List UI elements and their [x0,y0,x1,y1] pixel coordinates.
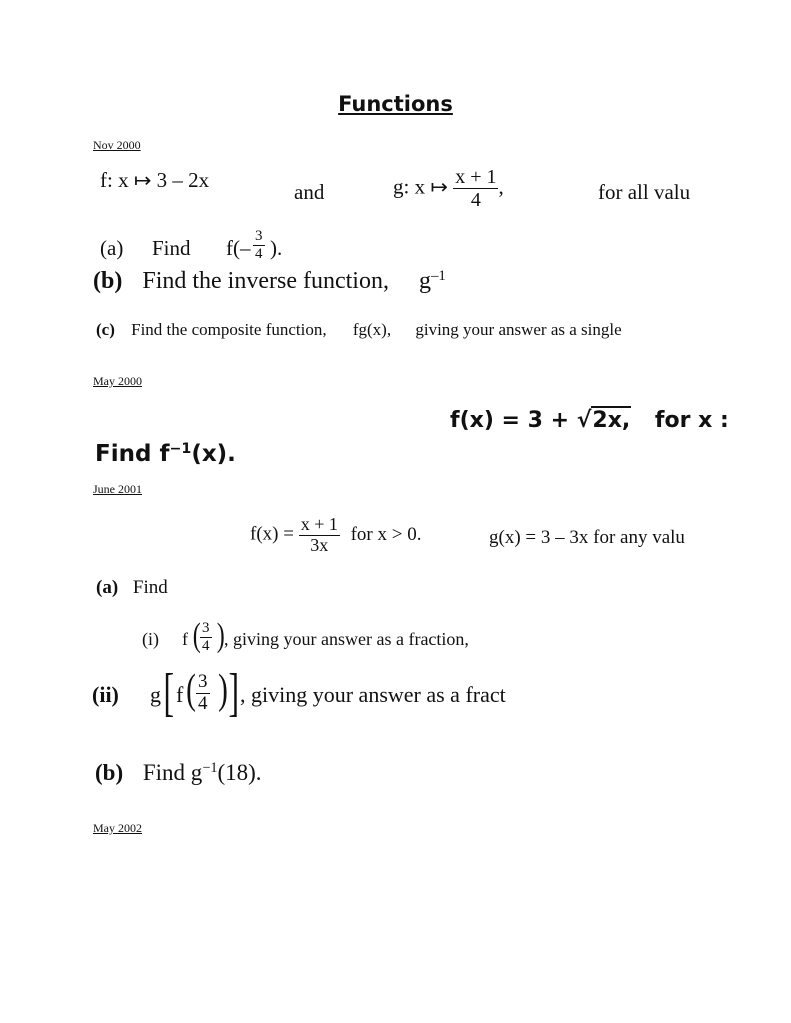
part-b-expr [419,268,446,294]
section-date-june-2001: June 2001 [93,482,142,496]
june2001-f-condition: for x > 0. [350,523,422,545]
section-date-nov-2000: Nov 2000 [93,138,141,152]
june2001-part-i [142,617,562,654]
part-i-num: 3 [202,620,210,636]
june2001-f-prefix: f(x) = [250,523,294,545]
sqrt-expression [577,408,632,433]
part-ii-fraction [196,672,210,715]
nov2000-g-definition [393,166,504,211]
may2000-for-x: for x : [654,408,729,433]
part-i-tail: , giving your answer as a fraction, [224,629,469,649]
f-definition: f: x ↦ 3 – 2x [100,168,210,192]
part-b-label: (b) [93,268,123,294]
part-i-den: 4 [202,637,210,654]
sqrt-symbol: √ [576,408,592,433]
part-a-expr-prefix: f(– [226,236,251,260]
part-ii-f: f [176,682,184,707]
part-ii-open-bracket: [ [163,664,175,722]
june2001-part-b-label: (b) [95,760,124,785]
june2001-part-ii [92,664,557,724]
may2000-find-suffix: (x). [191,441,236,467]
part-ii-tail: , giving your answer as a fract [240,682,506,707]
june2001-f-definition [250,515,421,556]
and-label: and [294,180,325,204]
part-ii-num: 3 [198,671,208,692]
part-c-expr: fg(x), [352,320,392,339]
june2001-part-a [96,577,168,599]
part-i-fraction [200,620,212,654]
part-c-text: Find the composite function, [131,320,327,339]
for-all-values-text: for all valu [598,180,691,204]
page-title: Functions [338,92,453,116]
g-fraction-denominator: 4 [470,189,481,211]
part-i-open-paren: ( [192,617,201,654]
nov2000-f-definition [100,168,209,193]
june2001-part-a-text: Find [132,577,168,598]
nov2000-part-c [96,320,696,340]
section-date-may-2000: May 2000 [93,374,142,388]
june2001-part-b [95,760,262,786]
june2001-part-b-text: Find g [142,760,203,785]
part-ii-close-paren: ) [218,667,228,713]
sqrt-body: 2x, [592,408,631,433]
june2001-part-b-suffix: (18). [217,760,262,785]
part-ii-open-paren: ( [186,667,196,713]
may2000-find-text: Find f [95,441,170,467]
part-ii-label: (ii) [92,682,119,707]
part-a-expr-suffix: ). [270,236,283,260]
june2001-f-den: 3x [310,534,329,555]
june2001-f-fraction [299,515,340,556]
part-b-text: Find the inverse function, [142,268,389,294]
part-i-label: (i) [142,629,159,649]
may2000-f-prefix: f(x) = 3 + [450,408,570,433]
part-a-frac-den: 4 [255,245,263,262]
part-i-f: f [182,629,188,649]
june2001-f-num: x + 1 [300,514,338,534]
nov2000-part-b [93,268,446,295]
part-a-text: Find [152,236,191,260]
part-ii-close-bracket: ] [228,664,240,722]
g-fraction [453,166,498,211]
g-fraction-numerator: x + 1 [455,166,497,188]
part-a-frac-num: 3 [255,228,263,244]
part-b-sup: –1 [430,267,446,284]
nov2000-part-a [100,228,300,262]
part-b-g: g [418,268,431,294]
part-ii-den: 4 [198,692,208,714]
june2001-g-definition: g(x) = 3 – 3x for any valu [489,527,685,548]
part-c-tail: giving your answer as a single [415,320,622,339]
part-a-fraction [253,228,265,262]
g-comma: , [498,174,504,199]
may2000-find-inverse [95,441,236,467]
may2000-f-definition [450,408,729,433]
part-ii-g: g [150,682,161,707]
section-date-may-2002: May 2002 [93,821,142,835]
june2001-part-a-label: (a) [96,577,119,598]
part-i-close-paren: ) [216,617,225,654]
part-c-label: (c) [96,320,115,339]
june2001-part-b-sup: −1 [202,760,218,777]
may2000-find-sup: −1 [169,441,192,458]
part-a-label: (a) [100,236,124,260]
g-definition-prefix: g: x ↦ [393,174,448,199]
